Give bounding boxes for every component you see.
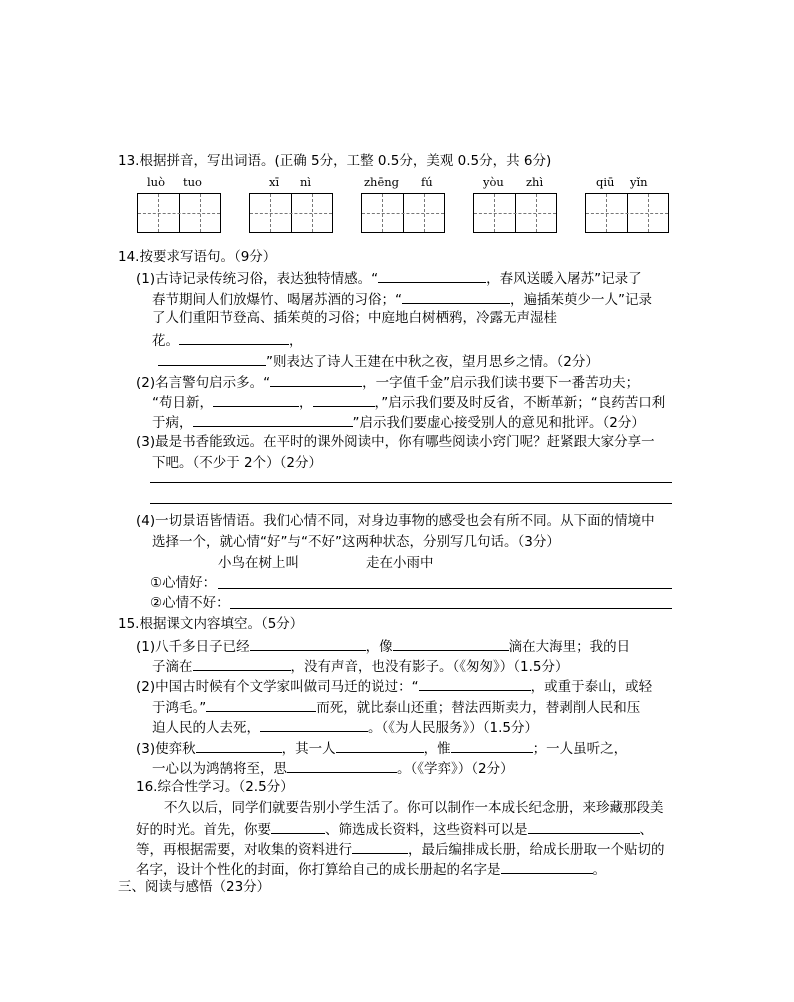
q14-1-text-g: ， xyxy=(289,333,303,349)
q15-3-text-b: ，其一人 xyxy=(281,741,336,757)
blank-16-a[interactable] xyxy=(271,819,325,834)
q14-1-text-d: ，遍插茱萸少一人”记录 xyxy=(510,292,652,308)
blank-14-1-d[interactable] xyxy=(158,351,266,366)
q14-1-text-c: 春节期间人们放爆竹、喝屠苏酒的习俗；“ xyxy=(152,292,402,308)
writing-grid-1[interactable] xyxy=(137,193,221,233)
blank-14-1-c[interactable] xyxy=(179,330,289,345)
q14-1-line4 xyxy=(152,330,303,350)
blank-14-2-a[interactable] xyxy=(270,372,362,387)
blank-15-1-b[interactable] xyxy=(393,636,509,651)
q15-2-text-d: 而死，就比泰山还重；替法西斯卖力，替剥削人民和压 xyxy=(316,700,641,716)
q15-3-text-f: 。（《学弈》）（2分） xyxy=(397,761,514,777)
writing-grid-2[interactable] xyxy=(249,193,333,233)
q15-2-line1 xyxy=(136,676,652,696)
pinyin-2b: nì xyxy=(300,175,312,189)
q15-1-text-d: 子滴在 xyxy=(152,659,193,675)
q15-3-text-e: 一心以为鸿鹄将至，思 xyxy=(152,761,287,777)
q16-text-b: 、筛选成长资料，这些资料可以是 xyxy=(325,822,528,838)
writing-grid-4[interactable] xyxy=(473,193,557,233)
q16-line4 xyxy=(136,859,606,879)
pinyin-1a: luò xyxy=(147,175,166,189)
q15-2-text-e: 迫人民的人去死， xyxy=(152,720,260,736)
answer-line-good-mood[interactable] xyxy=(218,588,672,589)
blank-15-1-c[interactable] xyxy=(193,656,291,671)
q15-1-text-a: (1)八千多日子已经 xyxy=(136,639,250,655)
q14-1-line2 xyxy=(152,289,652,309)
q15-1-line2 xyxy=(152,656,568,676)
bad-mood-label: ②心情不好： xyxy=(150,595,230,611)
q15-1-text-e: ，没有声音，也没有影子。（《匆匆》）（1.5分） xyxy=(290,659,569,675)
q14-1-text-a: (1)古诗记录传统习俗，表达独特情感。“ xyxy=(136,271,379,287)
blank-16-c[interactable] xyxy=(352,839,408,854)
pinyin-3a: zhēng xyxy=(364,175,400,189)
q14-2-line1 xyxy=(136,372,639,392)
q14-2-line2 xyxy=(152,392,665,412)
q16-line1: 不久以后，同学们就要告别小学生活了。你可以制作一本成长纪念册，来珍藏那段美 xyxy=(164,800,664,816)
q14-1-text-b: ，春风送暖入屠苏”记录了 xyxy=(486,271,642,287)
blank-15-2-c[interactable] xyxy=(260,717,368,732)
q14-2-line3 xyxy=(152,412,645,432)
pinyin-1b: tuo xyxy=(183,175,202,189)
q14-2-text-c: “苟日新， xyxy=(152,395,213,411)
blank-15-3-c[interactable] xyxy=(451,738,533,753)
q15-3-text-c: ，惟 xyxy=(423,741,451,757)
pinyin-5b: yǐn xyxy=(630,175,648,189)
answer-line-14-3-a[interactable] xyxy=(150,482,672,483)
blank-15-2-a[interactable] xyxy=(419,676,531,691)
pinyin-5a: qiū xyxy=(596,175,615,189)
q15-2-line3 xyxy=(152,717,538,737)
q14-2-text-b: ，一字值千金”启示我们读书要下一番苦功夫； xyxy=(362,375,640,391)
blank-15-3-d[interactable] xyxy=(287,758,397,773)
q15-1-line1 xyxy=(136,636,630,656)
q14-2-text-a: (2)名言警句启示多。“ xyxy=(136,375,271,391)
q16-text-c: 、 xyxy=(639,822,653,838)
q15-2-text-a: (2)中国古时候有个文学家叫做司马迁的说过：“ xyxy=(136,679,419,695)
q15-1-text-b: ，像 xyxy=(365,639,393,655)
pinyin-2a: xī xyxy=(269,175,280,189)
scenario-bird: 小鸟在树上叫 xyxy=(218,555,299,571)
q14-2-text-g: ”启示我们要虚心接受别人的意见和批评。（2分） xyxy=(352,415,645,431)
blank-15-3-b[interactable] xyxy=(336,738,424,753)
q14-3-line1: (3)最是书香能致远。在平时的课外阅读中，你有哪些阅读小窍门呢？赶紧跟大家分享一 xyxy=(136,434,655,450)
q14-4-line1: (4)一切景语皆情语。我们心情不同，对身边事物的感受也会有所不同。从下面的情境中 xyxy=(136,513,655,529)
blank-16-b[interactable] xyxy=(528,819,640,834)
q15-1-text-c: 滴在大海里；我的日 xyxy=(508,639,631,655)
q14-1-line1 xyxy=(136,268,642,288)
q16-text-g: 。 xyxy=(592,862,606,878)
q16-text-f: 名字，设计个性化的封面，你打算给自己的成长册起的名字是 xyxy=(136,862,501,878)
answer-line-bad-mood[interactable] xyxy=(230,608,672,609)
blank-15-1-a[interactable] xyxy=(250,636,366,651)
section-3-heading: 三、阅读与感悟（23分） xyxy=(118,879,271,895)
blank-15-2-b[interactable] xyxy=(206,697,316,712)
q14-1-text-f: 花。 xyxy=(152,333,179,349)
q16-text-e: ，最后编排成长册，给成长册取一个贴切的 xyxy=(408,842,665,858)
q15-title: 15.根据课文内容填空。（5分） xyxy=(118,616,304,632)
writing-grid-3[interactable] xyxy=(361,193,445,233)
pinyin-4b: zhì xyxy=(526,175,544,189)
q15-2-text-c: 于鸿毛。” xyxy=(152,700,207,716)
blank-14-2-b[interactable] xyxy=(213,392,299,407)
q14-3-line2: 下吧。（不少于 2个）（2分） xyxy=(152,455,322,471)
q15-2-text-f: 。（《为人民服务》）（1.5分） xyxy=(368,720,538,736)
q15-3-line2 xyxy=(152,758,514,778)
scenario-rain: 走在小雨中 xyxy=(366,555,434,571)
answer-line-14-3-b[interactable] xyxy=(150,503,672,504)
writing-grid-5[interactable] xyxy=(585,193,669,233)
blank-16-d[interactable] xyxy=(501,859,593,874)
q14-2-text-d: ， xyxy=(299,395,313,411)
q16-text-d: 等，再根据需要，对收集的资料进行 xyxy=(136,842,352,858)
q15-2-line2 xyxy=(152,697,640,717)
good-mood-label: ①心情好： xyxy=(150,575,217,591)
q14-1-line5 xyxy=(158,351,599,371)
blank-14-2-c[interactable] xyxy=(313,392,375,407)
q14-title: 14.按要求写语句。（9分） xyxy=(118,249,277,265)
pinyin-4a: yòu xyxy=(483,175,504,189)
q15-3-line1 xyxy=(136,738,627,758)
pinyin-3b: fú xyxy=(421,175,433,189)
q14-1-text-h: ”则表达了诗人王建在中秋之夜，望月思乡之情。（2分） xyxy=(266,354,599,370)
blank-14-1-a[interactable] xyxy=(378,268,486,283)
q14-4-line2: 选择一个，就心情“好”与“不好”这两种状态，分别写几句话。（3分） xyxy=(152,534,560,550)
q14-2-text-f: 于病， xyxy=(152,415,193,431)
blank-14-1-b[interactable] xyxy=(402,289,510,304)
q16-text-a: 好的时光。首先，你要 xyxy=(136,822,271,838)
q16-line3 xyxy=(136,839,665,859)
q15-3-text-d: ；一人虽听之， xyxy=(532,741,628,757)
q15-3-text-a: (3)使弈秋 xyxy=(136,741,196,757)
q14-2-text-e: ，”启示我们要及时反省，不断革新；“良药苦口利 xyxy=(374,395,666,411)
q14-1-line3: 了人们重阳节登高、插茱萸的习俗；中庭地白树栖鸦，冷露无声湿桂 xyxy=(152,310,557,326)
q16-line2 xyxy=(136,819,653,839)
blank-14-2-d[interactable] xyxy=(193,412,353,427)
q13-title: 13.根据拼音，写出词语。(正确 5分，工整 0.5分，美观 0.5分，共 6分) xyxy=(118,153,552,169)
blank-15-3-a[interactable] xyxy=(196,738,282,753)
q15-2-text-b: ，或重于泰山，或轻 xyxy=(530,679,653,695)
q16-title: 16.综合性学习。（2.5分） xyxy=(136,779,294,795)
